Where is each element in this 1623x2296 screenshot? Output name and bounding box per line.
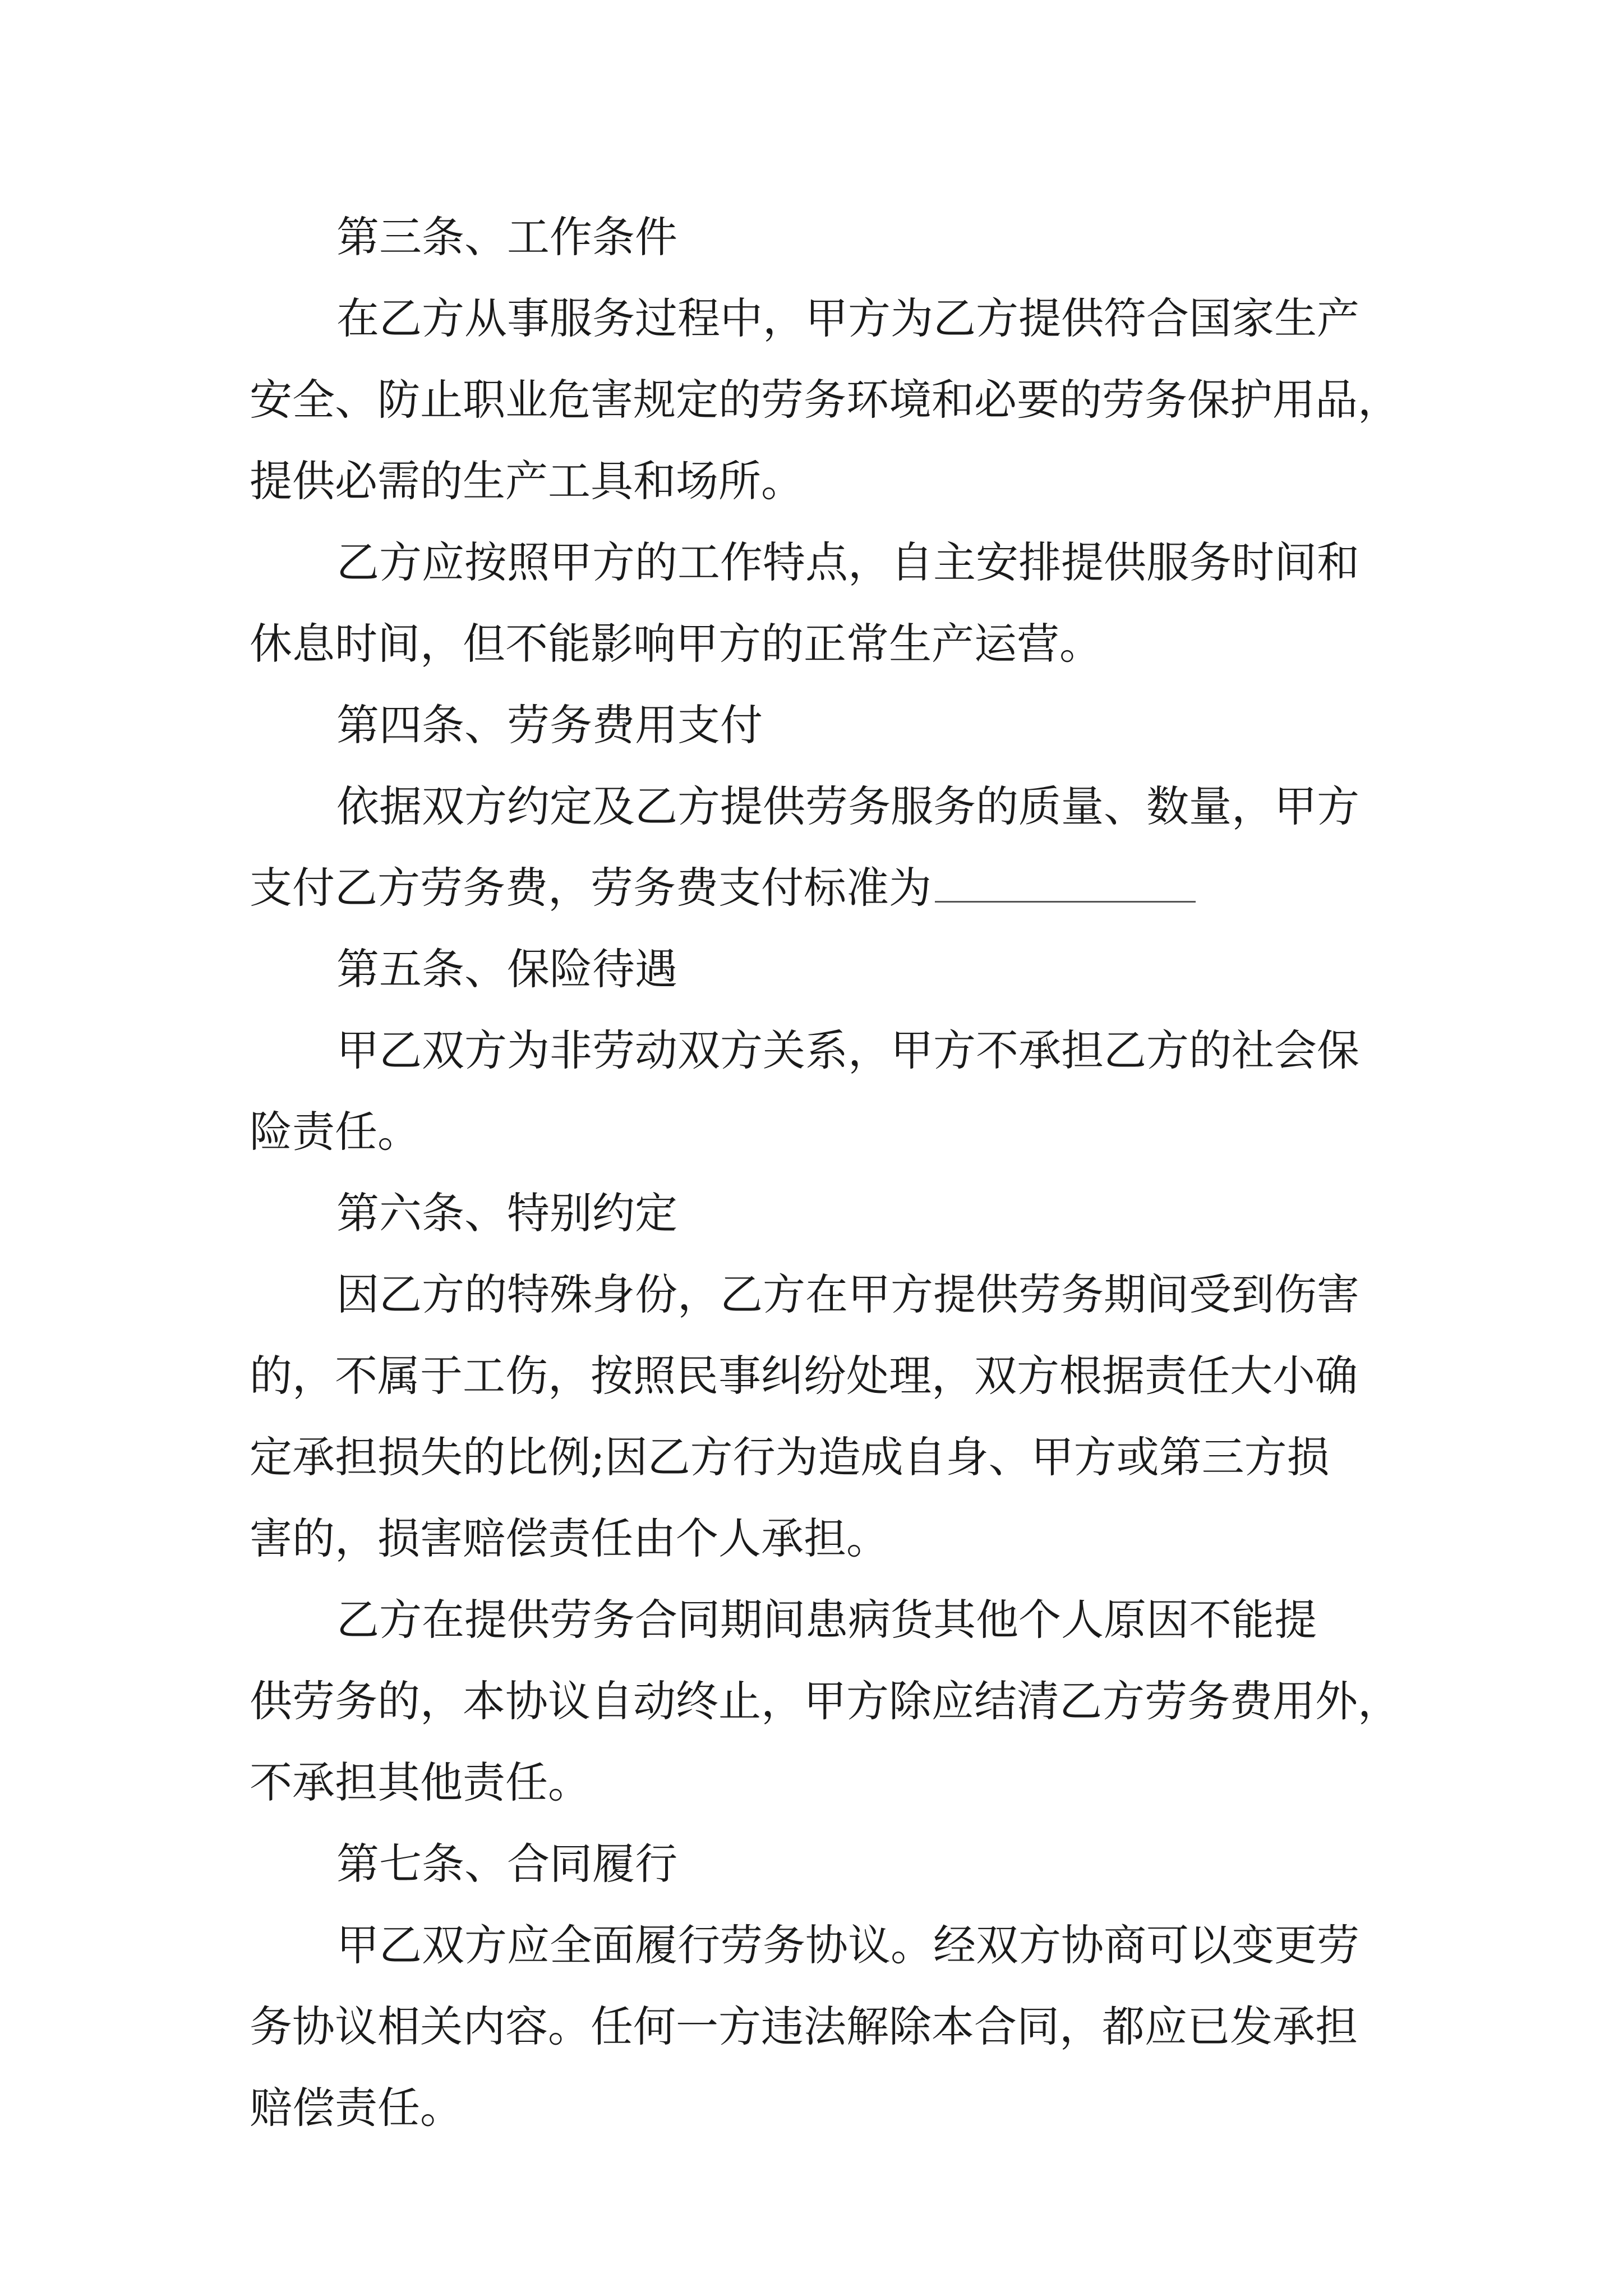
text-line: 定承担损失的比例;因乙方行为造成自身、甲方或第三方损 — [250, 1432, 1330, 1482]
heading-article-6: 第六条、特别约定 — [336, 1188, 677, 1238]
text-line: 在乙方从事服务过程中，甲方为乙方提供符合国家生产 — [336, 293, 1359, 343]
text-line: 赔偿责任。 — [250, 2083, 463, 2133]
heading-article-5: 第五条、保险待遇 — [336, 944, 677, 994]
payment-standard-line — [250, 857, 1196, 919]
text-line: 甲乙双方为非劳动双方关系，甲方不承担乙方的社会保 — [336, 1025, 1359, 1075]
heading-article-7: 第七条、合同履行 — [336, 1839, 677, 1889]
text-line: 安全、防止职业危害规定的劳务环境和必要的劳务保护用品， — [250, 375, 1400, 425]
text-line: 支付乙方劳务费，劳务费支付标准为 — [250, 863, 932, 913]
text-line: 提供必需的生产工具和场所。 — [250, 456, 804, 506]
text-line: 依据双方约定及乙方提供劳务服务的质量、数量，甲方 — [336, 781, 1359, 831]
text-line: 的，不属于工伤，按照民事纠纷处理，双方根据责任大小确 — [250, 1351, 1358, 1401]
heading-article-4: 第四条、劳务费用支付 — [336, 700, 763, 750]
text-line: 因乙方的特殊身份，乙方在甲方提供劳务期间受到伤害 — [336, 1269, 1359, 1319]
text-line: 务协议相关内容。任何一方违法解除本合同，都应已发承担 — [250, 2001, 1358, 2051]
heading-article-3: 第三条、工作条件 — [336, 212, 677, 262]
text-line: 不承担其他责任。 — [250, 1757, 591, 1807]
text-line: 乙方在提供劳务合同期间患病货其他个人原因不能提 — [336, 1595, 1317, 1645]
text-line: 甲乙双方应全面履行劳务协议。经双方协商可以变更劳 — [336, 1920, 1359, 1970]
text-line: 供劳务的，本协议自动终止，甲方除应结清乙方劳务费用外， — [250, 1676, 1400, 1726]
text-line: 休息时间，但不能影响甲方的正常生产运营。 — [250, 619, 1102, 669]
text-line: 乙方应按照甲方的工作特点，自主安排提供服务时间和 — [336, 537, 1359, 587]
text-line: 险责任。 — [250, 1107, 420, 1157]
fill-in-blank — [935, 901, 1196, 903]
text-line: 害的，损害赔偿责任由个人承担。 — [250, 1513, 889, 1563]
